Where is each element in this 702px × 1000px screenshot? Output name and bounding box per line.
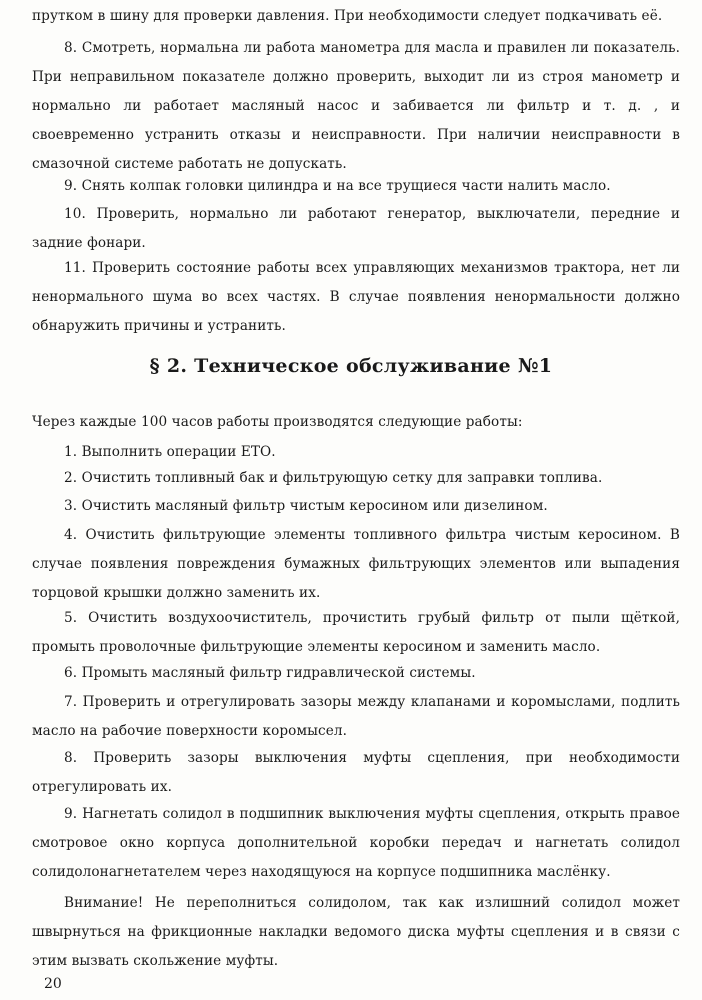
list-item-1: 1. Выполнить операции ЕТО.: [64, 444, 276, 460]
paragraph-item-9-cylinder-cap: 9. Снять колпак головки цилиндра и на все трущиеся части налить масло.: [64, 178, 611, 194]
list-item-6: 6. Промыть масляный фильтр гидравлической системы.: [64, 665, 476, 681]
section-heading: § 2. Техническое обслуживание №1: [149, 355, 553, 377]
page-number: 20: [44, 976, 62, 992]
list-item-7: 7. Проверить и отрегулировать зазоры между клапанами и коромыслами, подлить масло на рабочие поверхности коромысел.: [32, 694, 680, 739]
list-item-8: 8. Проверить зазоры выключения муфты сцепления, при необходимости отрегулировать их.: [32, 750, 680, 795]
intro-paragraph: Через каждые 100 часов работы производятся следующие работы:: [32, 414, 523, 430]
paragraph-continuation: прутком в шину для проверки давления. При необходимости следует подкачивать её.: [32, 8, 663, 24]
paragraph-item-11-mechanisms: 11. Проверить состояние работы всех управляющих механизмов трактора, нет ли ненормального шума во всех частях. В случае появления ненормальности должно обнаружить причины и устранить.: [32, 260, 680, 334]
list-item-4: 4. Очистить фильтрующие элементы топливного фильтра чистым керосином. В случае появления повреждения бумажных фильтрующих элементов или выпадения торцовой крышки должно заменить их.: [32, 527, 680, 601]
paragraph-item-8-manometer: 8. Смотреть, нормальна ли работа манометра для масла и правилен ли показатель. При неправильном показателе должно проверить, выходит ли из строя манометр и нормально ли работает масляный насос и забивается ли фильтр и т. д. , и своевременно устранить отказы и неисправности. При наличии неисправности в смазочной системе работать не допускать.: [32, 40, 680, 172]
list-item-9: 9. Нагнетать солидол в подшипник выключения муфты сцепления, открыть правое смотровое окно корпуса дополнительной коробки передач и нагнетать солидол солидолонагнетателем через находящуюся на корпусе подшипника маслёнку.: [32, 806, 680, 880]
list-item-2: 2. Очистить топливный бак и фильтрующую сетку для заправки топлива.: [64, 470, 603, 486]
list-item-5: 5. Очистить воздухоочиститель, прочистить грубый фильтр от пыли щёткой, промыть проволочные фильтрующие элементы керосином и заменить масло.: [32, 610, 680, 655]
warning-paragraph: Внимание! Не переполниться солидолом, так как излишний солидол может швырнуться на фрикционные накладки ведомого диска муфты сцепления и в связи с этим вызвать скольжение муфты.: [32, 895, 680, 969]
paragraph-item-10-generator: 10. Проверить, нормально ли работают генератор, выключатели, передние и задние фонари.: [32, 206, 680, 251]
list-item-3: 3. Очистить масляный фильтр чистым керосином или дизелином.: [64, 498, 548, 514]
